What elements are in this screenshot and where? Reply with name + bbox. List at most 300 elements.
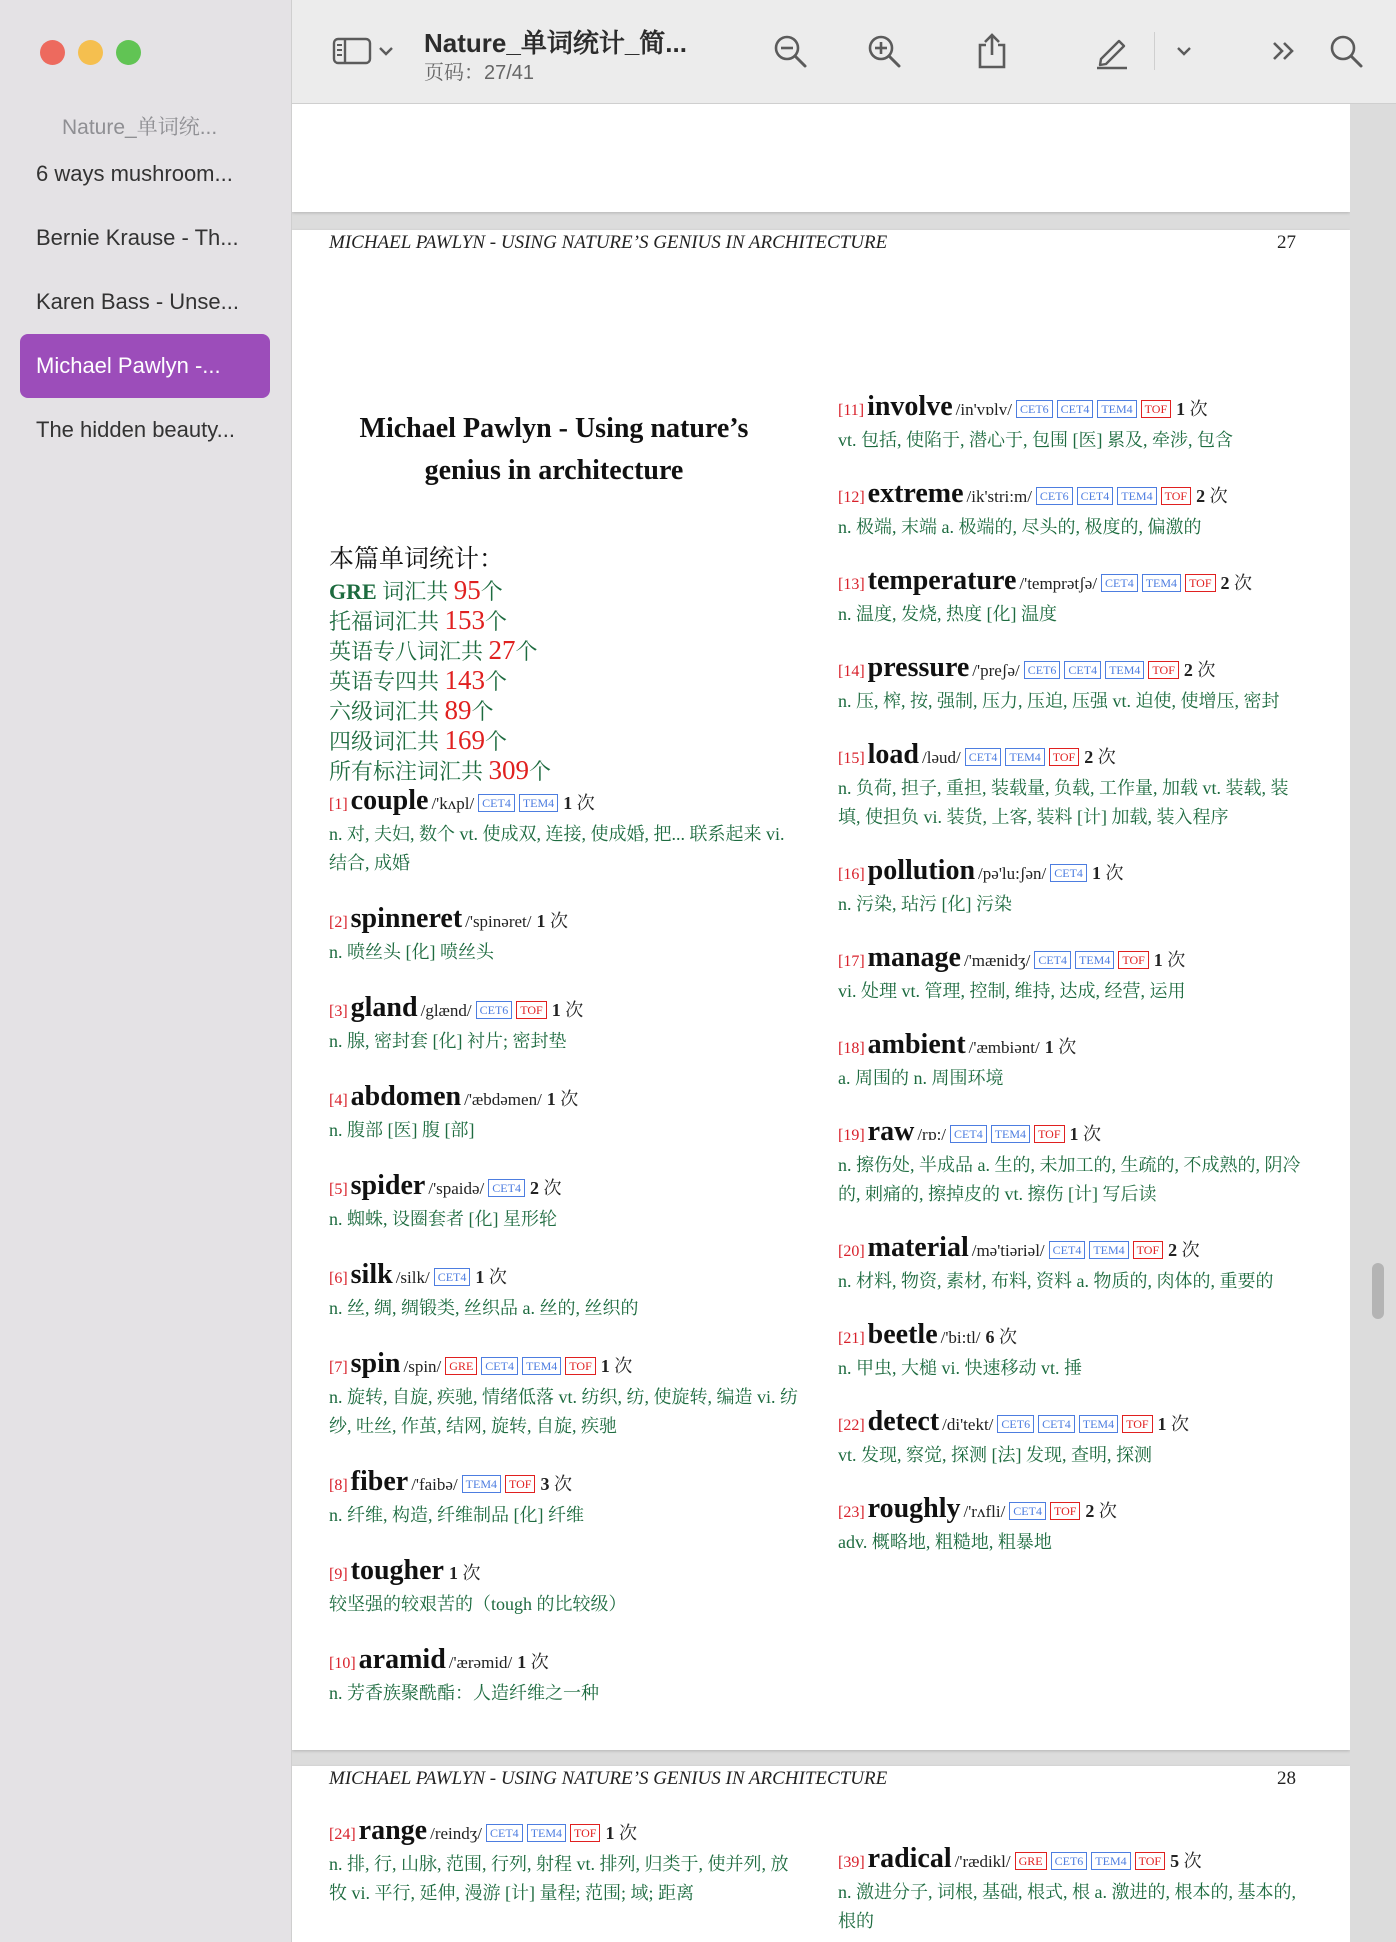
exam-tag-badge: TEM4 [1105,661,1144,679]
entry-headline [329,1349,799,1383]
statistics-label: 英语专八词汇共 [329,639,489,664]
entry-count-value: 1 [1153,950,1163,970]
exam-tag-badge: TOF [1034,1125,1064,1143]
exam-tag-badge: CET4 [486,1824,523,1842]
entry-definition: n. 甲虫, 大槌 vi. 快速移动 vt. 捶 [838,1358,1083,1378]
entry-pronunciation: /ləud/ [922,748,961,767]
entry-pronunciation: /'kʌpl/ [431,794,475,813]
exam-tag-badge: CET4 [1034,951,1071,969]
entry-pronunciation: /'mænidʒ/ [963,951,1031,970]
sidebar-item-bernie-krause[interactable]: Bernie Krause - Th... [36,225,239,250]
entry-pronunciation: /'rædikl/ [954,1852,1011,1871]
exam-tag-badge: TEM4 [519,794,558,812]
sidebar-toggle-icon [332,36,372,66]
statistics-unit: 个 [515,639,538,664]
zoom-in-button[interactable] [860,28,908,74]
entry-headline [329,1260,799,1294]
entry-count [552,1000,584,1020]
exam-tag-badge: CET4 [1038,1415,1075,1433]
sidebar-bookmark-list [20,150,270,470]
vocab-entry [329,1467,799,1530]
entry-definition: 较坚强的较艰苦的（tough 的比较级） [329,1594,627,1614]
entry-count-value: 1 [563,793,573,813]
entry-headline [329,993,799,1027]
exam-tag-badge: TEM4 [1075,951,1114,969]
entry-word: manage [867,942,961,973]
entry-word: fiber [350,1466,409,1497]
entry-index: [8] [329,1477,348,1494]
more-chevrons-icon [1270,39,1298,63]
entry-count [1221,573,1253,593]
exam-tag-badge: CET4 [488,1179,525,1197]
entry-word: spider [350,1170,426,1201]
entry-index: [19] [838,1127,865,1144]
entry-definition: adv. 概略地, 粗糙地, 粗暴地 [838,1532,1052,1552]
entry-index: [7] [329,1359,348,1376]
entry-index: [21] [838,1330,865,1347]
entry-headline [838,1844,1308,1878]
entry-word: aramid [358,1644,446,1675]
statistics-gre-label: GRE [329,579,377,604]
vocab-entry [838,943,1308,1006]
entry-count-unit: 次 [1058,1037,1077,1057]
entry-word: spin [350,1348,401,1379]
entry-index: [24] [329,1826,356,1843]
exam-tag-badge: TEM4 [1117,487,1156,505]
window-controls [40,40,141,65]
toolbar-divider [1154,32,1155,70]
entry-pronunciation: /'ærəmid/ [448,1653,513,1672]
exam-tag-badge: CET4 [950,1125,987,1143]
exam-tag-badge: TEM4 [1097,400,1136,418]
entry-definition: n. 腺, 密封套 [化] 衬片; 密封垫 [329,1031,567,1051]
vocab-entry [329,904,799,967]
statistics-label: 四级词汇共 [329,729,445,754]
exam-tag-badge: CET6 [1024,661,1061,679]
entry-count-unit: 次 [462,1563,481,1583]
markup-button[interactable] [1088,28,1136,74]
entry-count-unit: 次 [1098,1501,1117,1521]
exam-tag-badge: CET6 [1051,1852,1088,1870]
entry-word: beetle [867,1319,938,1350]
entry-headline [329,1082,799,1116]
close-window-button[interactable] [40,40,65,65]
vocab-entry [838,1233,1308,1296]
entry-word: extreme [867,478,964,509]
scrollbar-thumb[interactable] [1372,1263,1384,1319]
entry-pronunciation: /ik'stri:m/ [966,487,1032,506]
zoom-in-icon [866,33,902,69]
statistics-row [329,726,789,756]
entries-right-column [838,1844,1308,1942]
sidebar-item-karen-bass[interactable]: Karen Bass - Unse... [36,289,239,314]
entries-left-column [329,1816,799,1932]
entry-count-unit: 次 [1097,747,1116,767]
entry-count [530,1178,562,1198]
entry-index: [39] [838,1854,865,1871]
exam-tag-badge: CET4 [478,794,515,812]
entry-word: roughly [867,1493,961,1524]
entry-headline [329,786,799,820]
entry-word: raw [867,1116,915,1147]
entry-pronunciation: /di'tekt/ [942,1415,994,1434]
entry-count [1092,863,1124,883]
entry-definition: n. 蜘蛛, 设圈套者 [化] 星形轮 [329,1209,557,1229]
exam-tag-badge: TEM4 [1091,1852,1130,1870]
vocab-entry [838,856,1308,919]
entry-pronunciation: /'rʌfli/ [963,1502,1006,1521]
entry-count [536,911,568,931]
entry-count-unit: 次 [618,1823,637,1843]
vocab-entry [329,993,799,1056]
page-27 [292,230,1350,1750]
page-indicator: 页码：27/41 [424,62,535,84]
exam-tag-badge: TEM4 [527,1824,566,1842]
page-28 [292,1766,1350,1942]
entry-definition: n. 污染, 玷污 [化] 污染 [838,894,1012,914]
exam-tag-badge: GRE [445,1357,477,1375]
statistics-unit: 个 [485,729,508,754]
entry-count-unit: 次 [1197,660,1216,680]
entry-pronunciation: /'æbdəmen/ [464,1090,542,1109]
entry-count-unit: 次 [1083,1124,1102,1144]
entries-right-column [838,392,1308,1581]
statistics-count: 309 [488,755,530,785]
statistics-label: 英语专四共 [329,669,445,694]
exam-tag-badge: CET4 [1049,1241,1086,1259]
search-button[interactable] [1322,28,1370,74]
entry-count-unit: 次 [549,911,568,931]
exam-tag-badge: TOF [1118,951,1148,969]
entry-definition: n. 芳香族聚酰酯：人造纤维之一种 [329,1683,599,1703]
statistics-header: 本篇单词统计： [329,546,505,573]
entry-definition: n. 温度, 发烧, 热度 [化] 温度 [838,604,1057,624]
sidebar [0,0,292,1942]
entry-count-unit: 次 [1234,573,1253,593]
vocab-entry [838,479,1308,542]
entry-count-unit: 次 [1181,1240,1200,1260]
entry-count [563,793,595,813]
entry-count-unit: 次 [999,1327,1018,1347]
statistics-label: 词汇共 [376,579,454,604]
entry-pronunciation: /'faibə/ [411,1475,458,1494]
entry-pronunciation: /'temprətʃə/ [1019,574,1098,593]
vocab-entry [329,1260,799,1323]
entry-definition: n. 旋转, 自旋, 疾驰, 情绪低落 vt. 纺织, 纺, 使旋转, 编造 vi. 纺纱, 吐丝, 作茧, 结网, 旋转, 自旋, 疾驰 [329,1387,798,1436]
statistics-count: 27 [488,635,516,665]
entry-headline [838,943,1308,977]
fullscreen-window-button[interactable] [116,40,141,65]
entry-pronunciation: /glænd/ [420,1001,472,1020]
vocab-entry [838,392,1308,455]
word-statistics [329,544,789,786]
entry-count-value: 2 [1183,660,1193,680]
entry-count-value: 1 [605,1823,615,1843]
vocab-entry [329,1816,799,1908]
entry-count [517,1652,549,1672]
sidebar-item-mushroom[interactable]: 6 ways mushroom... [36,161,233,186]
entry-word: temperature [867,565,1017,596]
chevron-down-icon [1176,45,1192,57]
entry-pronunciation: /in'vɒlv/ [955,400,1012,419]
entry-definition: n. 擦伤处, 半成品 a. 生的, 未加工的, 生疏的, 不成熟的, 阴冷的, 刺痛的, 擦掉皮的 vt. 擦伤 [计] 写后读 [838,1155,1301,1204]
exam-tag-badge: CET6 [1036,487,1073,505]
entry-word: pressure [867,652,970,683]
chevron-down-icon [378,45,394,57]
entry-definition: vt. 发现, 察觉, 探测 [法] 发现, 查明, 探测 [838,1445,1152,1465]
entry-headline [329,1556,799,1590]
statistics-rows [329,576,789,786]
entry-count-value: 1 [551,1000,561,1020]
vocab-entry [329,1171,799,1234]
entry-count-value: 1 [536,911,546,931]
entry-count-unit: 次 [553,1474,572,1494]
entry-count-value: 3 [540,1474,550,1494]
statistics-count: 143 [444,665,486,695]
statistics-unit: 个 [471,699,494,724]
statistics-row [329,696,789,726]
entry-pronunciation: /'preʃə/ [972,661,1020,680]
sidebar-item-michael-pawlyn[interactable]: Michael Pawlyn -... [20,334,270,398]
share-button[interactable] [968,28,1016,74]
entry-word: detect [867,1406,940,1437]
exam-tag-badge: TEM4 [991,1125,1030,1143]
entry-count [475,1267,507,1287]
entry-count [1070,1124,1102,1144]
exam-tag-badge: CET4 [1050,864,1087,882]
entry-index: [20] [838,1243,865,1260]
entry-count [1170,1851,1202,1871]
entry-index: [14] [838,663,865,680]
entry-count [547,1089,579,1109]
entry-index: [16] [838,866,865,883]
page-number: 28 [1277,1768,1296,1789]
entry-index: [17] [838,953,865,970]
entry-count-unit: 次 [1167,950,1186,970]
entry-index: [23] [838,1504,865,1521]
entry-count [1084,747,1116,767]
entry-count [601,1356,633,1376]
vocab-entry [838,653,1308,716]
entry-index: [9] [329,1566,348,1583]
statistics-label: 所有标注词汇共 [329,759,489,784]
article-title [329,408,779,492]
exam-tag-badge: TOF [1148,661,1178,679]
entry-headline [329,1645,799,1679]
entry-pronunciation: /'spinəret/ [465,912,532,931]
vocab-entry [329,1556,799,1619]
entry-count [1168,1240,1200,1260]
entry-count [1184,660,1216,680]
exam-tag-badge: CET6 [476,1001,513,1019]
entry-count-unit: 次 [614,1356,633,1376]
toolbar [292,0,1396,104]
vocab-entry [838,1407,1308,1470]
exam-tag-badge: TEM4 [462,1475,501,1493]
entry-headline [838,653,1308,687]
exam-tag-badge: TOF [1161,487,1191,505]
exam-tag-badge: TOF [1133,1241,1163,1259]
entry-count-unit: 次 [560,1089,579,1109]
entry-count [986,1327,1018,1347]
statistics-unit: 个 [529,759,552,784]
vertical-scrollbar[interactable] [1350,104,1396,1942]
vocab-entry [838,566,1308,629]
entry-pronunciation: /'æmbiənt/ [968,1038,1040,1057]
article-title-line1: Michael Pawlyn - Using nature’s [359,413,749,444]
exam-tag-badge: CET4 [1101,574,1138,592]
entry-count-unit: 次 [1189,399,1208,419]
exam-tag-badge: TOF [1135,1852,1165,1870]
entry-headline [838,1320,1308,1354]
entry-definition: n. 压, 榨, 按, 强制, 压力, 压迫, 压强 vt. 迫使, 使增压, 密封 [838,691,1280,711]
entry-definition: n. 排, 行, 山脉, 范围, 行列, 射程 vt. 排列, 归类于, 使并列, 放牧 vi. 平行, 延伸, 漫游 [计] 量程; 范围; 域; 距离 [329,1854,789,1903]
exam-tag-badge: TOF [1141,400,1171,418]
statistics-label: 六级词汇共 [329,699,445,724]
entry-headline [838,1407,1308,1441]
more-tools-button[interactable] [1264,28,1304,74]
exam-tag-badge: CET4 [434,1268,471,1286]
entry-headline [838,1494,1308,1528]
entry-definition: vi. 处理 vt. 管理, 控制, 维持, 达成, 经营, 运用 [838,981,1186,1001]
entry-count-value: 6 [985,1327,995,1347]
entries-left-column [329,786,799,1734]
vocab-entry [838,1030,1308,1093]
entry-count-value: 1 [1069,1124,1079,1144]
entry-index: [18] [838,1040,865,1057]
entry-headline [838,479,1308,513]
exam-tag-badge: CET4 [1009,1502,1046,1520]
entry-definition: n. 腹部 [医] 腹 [部] [329,1120,475,1140]
vocab-entry [838,1320,1308,1383]
statistics-unit: 个 [485,669,508,694]
entry-index: [5] [329,1181,348,1198]
entry-definition: vt. 包括, 使陷于, 潜心于, 包围 [医] 累及, 牵涉, 包含 [838,430,1233,450]
statistics-count: 95 [453,575,481,605]
document-title: Nature_单词统计_简... [424,28,687,58]
markup-options-button[interactable] [1166,28,1202,74]
entry-word: gland [350,992,418,1023]
entry-index: [4] [329,1092,348,1109]
entry-headline [838,1233,1308,1267]
entry-count-unit: 次 [565,1000,584,1020]
entry-count-value: 1 [600,1356,610,1376]
entry-count-unit: 次 [1183,1851,1202,1871]
entry-count-value: 2 [1085,1501,1095,1521]
entry-count-unit: 次 [576,793,595,813]
exam-tag-badge: TEM4 [1079,1415,1118,1433]
entry-index: [13] [838,576,865,593]
entry-count-value: 1 [1091,863,1101,883]
entry-headline [838,856,1308,890]
exam-tag-badge: TOF [1050,1502,1080,1520]
entry-headline [329,904,799,938]
entry-count [449,1563,481,1583]
entry-pronunciation: /mə'tiəriəl/ [971,1241,1045,1260]
markup-pen-icon [1093,32,1131,70]
minimize-window-button[interactable] [78,40,103,65]
exam-tag-badge: TEM4 [1089,1241,1128,1259]
statistics-unit: 个 [485,609,508,634]
statistics-row [329,636,789,666]
entry-word: spinneret [350,903,463,934]
entry-pronunciation: /reindʒ/ [430,1824,483,1843]
vocab-entry [838,1117,1308,1209]
entry-count-value: 2 [529,1178,539,1198]
exam-tag-badge: CET4 [965,748,1002,766]
entry-headline [838,392,1308,426]
entry-word: abdomen [350,1081,462,1112]
zoom-out-button[interactable] [766,28,814,74]
entry-count [1045,1037,1077,1057]
entry-word: ambient [867,1029,966,1060]
vocab-entry [329,1645,799,1708]
sidebar-document-title[interactable]: Nature_单词统... [62,116,218,139]
exam-tag-badge: TOF [570,1824,600,1842]
statistics-row [329,606,789,636]
entry-definition: n. 纤维, 构造, 纤维制品 [化] 纤维 [329,1505,584,1525]
entry-count [1085,1501,1117,1521]
entry-word: range [358,1815,428,1846]
entry-count-value: 2 [1168,1240,1178,1260]
exam-tag-badge: CET6 [997,1415,1034,1433]
entry-index: [22] [838,1417,865,1434]
exam-tag-badge: CET4 [1057,400,1094,418]
entry-count [1154,950,1186,970]
entry-count-unit: 次 [1105,863,1124,883]
entry-count-value: 1 [448,1563,458,1583]
entry-headline [838,740,1308,774]
exam-tag-badge: CET6 [1016,400,1053,418]
entry-word: silk [350,1259,393,1290]
statistics-row [329,756,789,786]
vocab-entry [838,740,1308,832]
sidebar-item-hidden-beauty[interactable]: The hidden beauty... [36,417,235,442]
vocab-entry [329,1082,799,1145]
entry-count-value: 1 [475,1267,485,1287]
entry-definition: n. 材料, 物资, 素材, 布料, 资料 a. 物质的, 肉体的, 重要的 [838,1271,1274,1291]
zoom-out-icon [772,33,808,69]
entry-count-unit: 次 [1209,486,1228,506]
entry-headline [329,1171,799,1205]
entry-word: tougher [350,1555,444,1586]
document-viewport[interactable] [292,104,1396,1942]
entry-headline [329,1816,799,1850]
sidebar-toggle-button[interactable] [328,28,398,74]
entry-pronunciation: /pə'lu:ʃən/ [978,864,1047,883]
entry-count [1196,486,1228,506]
entry-word: load [867,739,920,770]
entry-count-unit: 次 [543,1178,562,1198]
entry-word: pollution [867,855,976,886]
exam-tag-badge: TEM4 [1142,574,1181,592]
entry-pronunciation: /spin/ [403,1357,442,1376]
entry-count-unit: 次 [1171,1414,1190,1434]
entry-index: [3] [329,1003,348,1020]
exam-tag-badge: CET4 [1064,661,1101,679]
entry-definition: n. 丝, 绸, 绸锻类, 丝织品 a. 丝的, 丝织的 [329,1298,639,1318]
statistics-label: 托福词汇共 [329,609,445,634]
entry-word: involve [867,391,953,422]
exam-tag-badge: TOF [565,1357,595,1375]
share-icon [975,32,1009,70]
entry-count-value: 1 [1044,1037,1054,1057]
entry-index: [2] [329,914,348,931]
entry-count [540,1474,572,1494]
entry-index: [10] [329,1655,356,1672]
page-26-bottom [292,104,1350,212]
exam-tag-badge: CET4 [481,1357,518,1375]
